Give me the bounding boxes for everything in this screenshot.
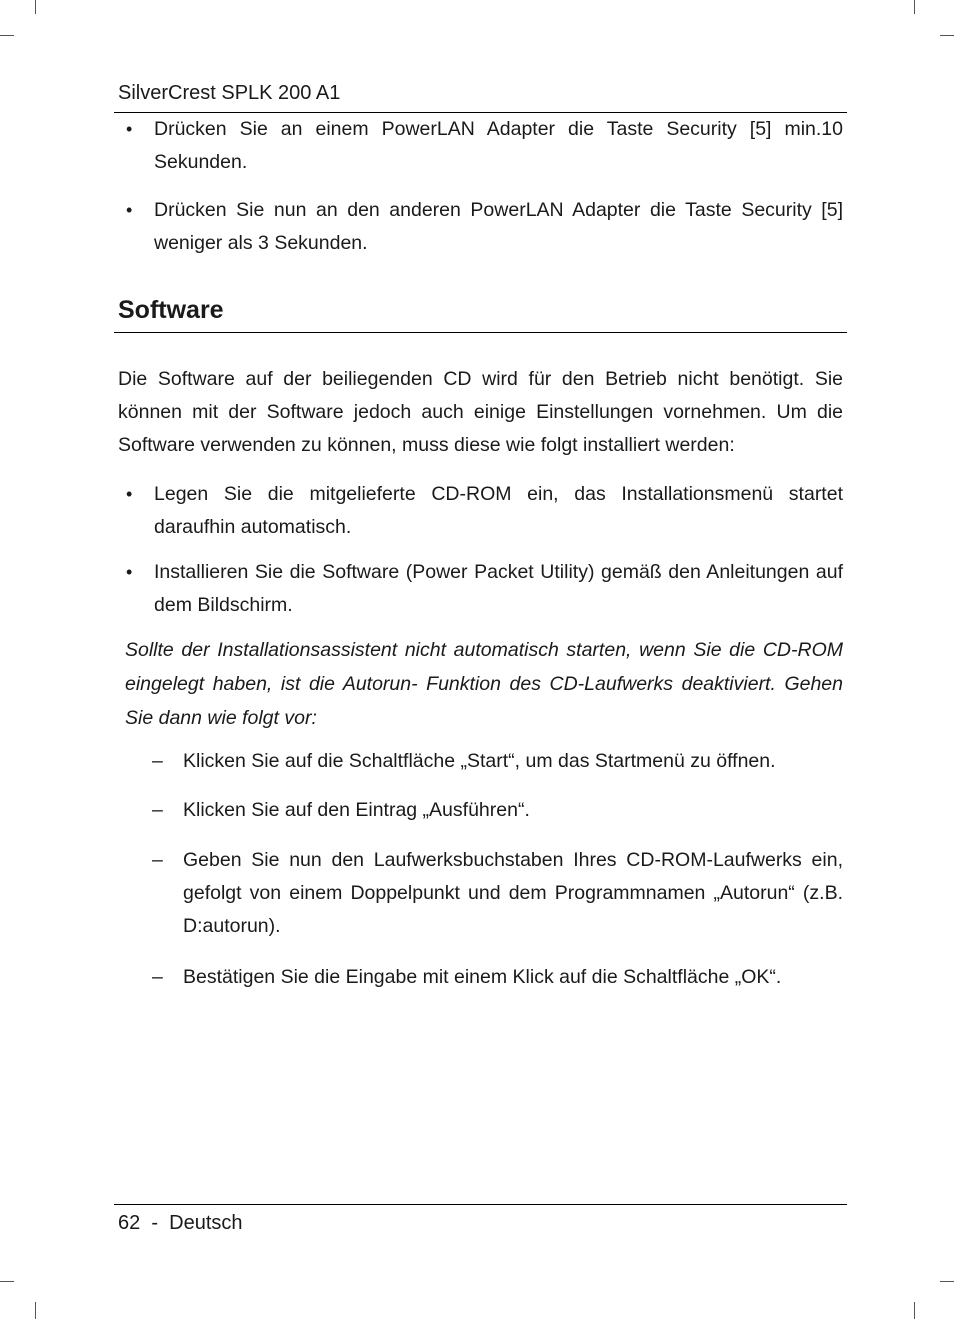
list-item: Installieren Sie die Software (Power Packet Utility) gemäß den Anleitungen auf dem Bildschirm.	[154, 561, 843, 616]
crop-mark	[940, 35, 954, 36]
dash-icon: –	[152, 849, 163, 871]
crop-mark	[914, 0, 915, 14]
crop-mark	[0, 1281, 14, 1282]
note-paragraph: Sollte der Installationsassistent nicht automatisch starten, wenn Sie die CD-ROM eingelegt haben, ist die Autorun- Funktion des CD-Laufwerks deaktiviert. Gehen Sie dann wie folgt vor:	[125, 639, 843, 729]
page-footer: 62 - Deutsch	[118, 1212, 243, 1234]
crop-mark	[35, 1302, 36, 1319]
list-item: Drücken Sie an einem PowerLAN Adapter die Taste Security [5] min.10 Sekunden.	[154, 118, 843, 173]
dash-icon: –	[152, 750, 163, 772]
list-item: Legen Sie die mitgelieferte CD-ROM ein, das Installationsmenü startet daraufhin automatisch.	[154, 483, 843, 538]
bullet-icon: •	[126, 200, 133, 220]
bullet-icon: •	[126, 562, 133, 582]
section-heading: Software	[118, 296, 224, 324]
footer-rule	[114, 1204, 847, 1205]
step-item: Geben Sie nun den Laufwerksbuchstaben Ihres CD-ROM-Laufwerks ein, gefolgt von einem Doppelpunkt und dem Programmnamen „Autorun“ (z.B. D:autorun).	[183, 849, 843, 937]
bullet-icon: •	[126, 484, 133, 504]
section-rule	[114, 332, 847, 333]
running-header: SilverCrest SPLK 200 A1	[118, 82, 341, 104]
dash-icon: –	[152, 966, 163, 988]
bullet-icon: •	[126, 119, 133, 139]
intro-paragraph: Die Software auf der beiliegenden CD wird für den Betrieb nicht benötigt. Sie können mit der Software jedoch auch einige Einstellungen vornehmen. Um die Software verwenden zu können, muss diese wie folgt installiert werden:	[118, 368, 843, 456]
crop-mark	[0, 35, 14, 36]
crop-mark	[35, 0, 36, 14]
step-item: Klicken Sie auf die Schaltfläche „Start“, um das Startmenü zu öffnen.	[183, 750, 776, 772]
crop-mark	[914, 1302, 915, 1319]
crop-mark	[940, 1281, 954, 1282]
step-item: Klicken Sie auf den Eintrag „Ausführen“.	[183, 799, 530, 821]
list-item: Drücken Sie nun an den anderen PowerLAN Adapter die Taste Security [5] weniger als 3 Sekunden.	[154, 199, 843, 254]
dash-icon: –	[152, 799, 163, 821]
step-item: Bestätigen Sie die Eingabe mit einem Klick auf die Schaltfläche „OK“.	[183, 966, 782, 988]
